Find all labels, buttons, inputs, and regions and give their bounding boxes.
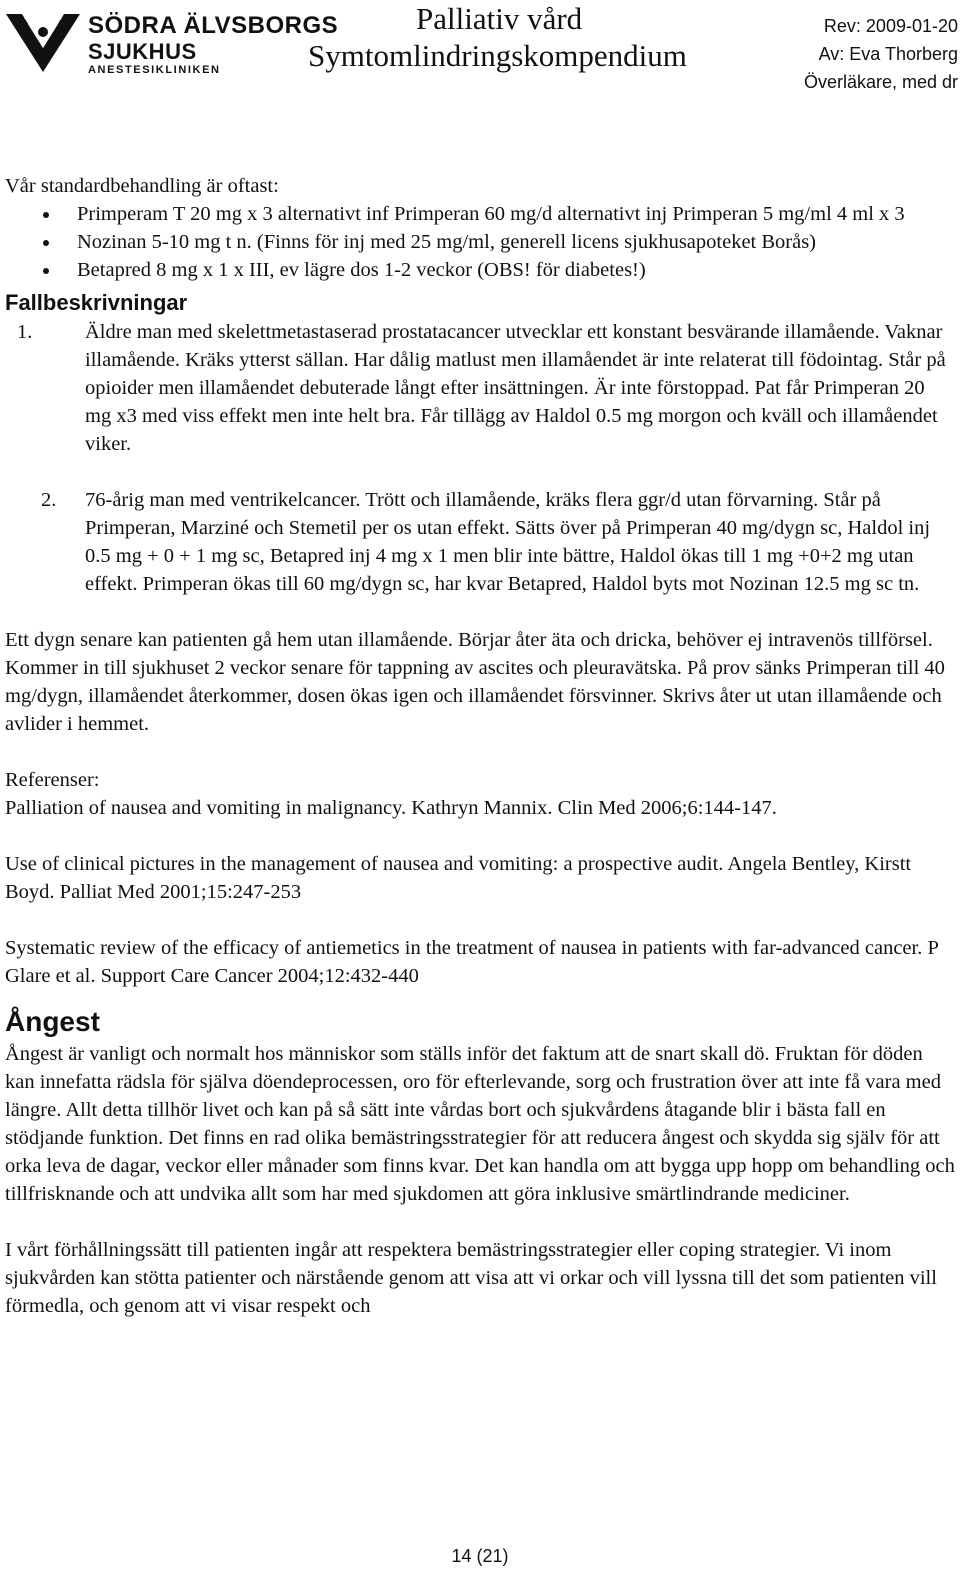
list-item-text: Betapred 8 mg x 1 x III, ev lägre dos 1-2 veckor (OBS! för diabetes!) bbox=[77, 259, 646, 281]
reference-item: Palliation of nausea and vomiting in malignancy. Kathryn Mannix. Clin Med 2006;6:144-147. bbox=[5, 797, 777, 819]
bullet-icon bbox=[43, 268, 49, 274]
document-title-line2: Symtomlindringskompendium bbox=[308, 38, 687, 73]
section-paragraph: Ångest är vanligt och normalt hos människor som ställs inför det faktum att de snart skall dö. Fruktan för döden kan innefatta rädsla för själva döendeprocessen, oro för efterlevande, sorg och frustration över att inte få vara med längre. Allt detta tillhör livet och kan på så sätt inte vårdas bort och sjukvårdens åtagande blir i bästa fall en stödjande funktion. Det finns en rad olika bemästringsstrategier för att reducera ångest och skydda sig själv för att orka leva de dagar, veckor eller månader som finns kvar. Det kan handla om att bygga upp hopp om behandling och tillfrisknande och att undvika allt som har med sjukdomen att göra inklusive smärtlindrande mediciner. bbox=[5, 1043, 955, 1205]
logo-text-line1: SÖDRA ÄLVSBORGS bbox=[88, 12, 339, 39]
cases-heading: Fallbeskrivningar bbox=[5, 290, 188, 315]
list-item bbox=[5, 200, 955, 228]
list-item bbox=[5, 256, 955, 284]
bullet-icon bbox=[43, 240, 49, 246]
case-list bbox=[5, 318, 955, 598]
case-text: 76-årig man med ventrikelcancer. Trött och illamående, kräks flera ggr/d utan förvarning. Står på Primperan, Marziné och Stemetil per os utan effekt. Sätts över på Primperan 40 mg/dygn sc, Haldol inj 0.5 mg + 0 + 1 mg sc, Betapred inj 4 mg x 1 men blir inte bättre, Haldol ökas till 1 mg +0+2 mg utan effekt. Primperan ökas till 60 mg/dygn sc, har kvar Betapred, Haldol byts mot Nozinan 12.5 mg sc tn. bbox=[85, 489, 931, 595]
section-paragraph: I vårt förhållningssätt till patienten ingår att respektera bemästringsstrategier eller coping strategier. Vi inom sjukvården kan stötta patienter och närstående genom att visa att vi orkar och vill lyssna till det som patienten vill förmedla, och genom att vi visar respekt och bbox=[5, 1239, 937, 1317]
case-text: Äldre man med skelettmetastaserad prostatacancer utvecklar ett konstant besvärande illamående. Vaknar illamående. Kräks ytterst sällan. Har dålig matlust men illamåendet är inte relaterat till födointag. Står på opioider men illamåendet debuterade långt efter insättningen. Är inte förstoppad. Pat får Primperan 20 mg x3 med viss effekt men inte helt bra. Får tillägg av Haldol 0.5 mg morgon och kväll och illamåendet viker. bbox=[85, 321, 946, 455]
list-item-text: Nozinan 5-10 mg t n. (Finns för inj med 25 mg/ml, generell licens sjukhusapoteket Borås) bbox=[77, 231, 817, 253]
case-number: 1. bbox=[17, 321, 33, 343]
logo-emblem-icon bbox=[4, 8, 82, 74]
logo-text-line2: SJUKHUS bbox=[88, 39, 197, 64]
section-heading: Ångest bbox=[5, 1006, 100, 1037]
page-header bbox=[0, 0, 960, 100]
document-title bbox=[308, 0, 728, 74]
logo-text-line3: ANESTESIKLINIKEN bbox=[88, 64, 221, 76]
document-title-line1: Palliativ vård bbox=[416, 1, 583, 36]
reference-item: Systematic review of the efficacy of antiemetics in the treatment of nausea in patients with far-advanced cancer. P Glare et al. Support Care Cancer 2004;12:432-440 bbox=[5, 937, 939, 987]
page-number: 14 (21) bbox=[451, 1546, 509, 1566]
followup-paragraph: Ett dygn senare kan patienten gå hem utan illamående. Börjar åter äta och dricka, behöver ej intravenös tillförsel. Kommer in till sjukhuset 2 veckor senare för tappning av ascites och pleuravätska. På prov sänks Primperan till 40 mg/dygn, illamåendet återkommer, dosen ökas igen och illamåendet försvinner. Skrivs åter ut utan illamående och avlider i hemmet. bbox=[5, 629, 945, 735]
case-number: 2. bbox=[41, 489, 57, 511]
intro-text: Vår standardbehandling är oftast: bbox=[5, 175, 279, 197]
list-item bbox=[5, 228, 955, 256]
case-item bbox=[5, 318, 955, 458]
author-role: Överläkare, med dr bbox=[803, 72, 958, 92]
list-item-text: Primperam T 20 mg x 3 alternativt inf Primperan 60 mg/d alternativt inj Primperan 5 mg/ml 4 ml x 3 bbox=[77, 203, 905, 225]
revision-date: Rev: 2009-01-20 bbox=[823, 16, 958, 36]
reference-item: Use of clinical pictures in the management of nausea and vomiting: a prospective audit. Angela Bentley, Kirstt Boyd. Palliat Med 2001;15:247-253 bbox=[5, 853, 912, 903]
references-label: Referenser: bbox=[5, 769, 100, 791]
treatment-list bbox=[5, 200, 955, 284]
document-body bbox=[5, 172, 955, 1320]
hospital-logo bbox=[4, 6, 339, 76]
document-meta bbox=[782, 12, 958, 96]
author: Av: Eva Thorberg bbox=[818, 44, 958, 64]
case-item bbox=[5, 486, 955, 598]
bullet-icon bbox=[43, 212, 49, 218]
